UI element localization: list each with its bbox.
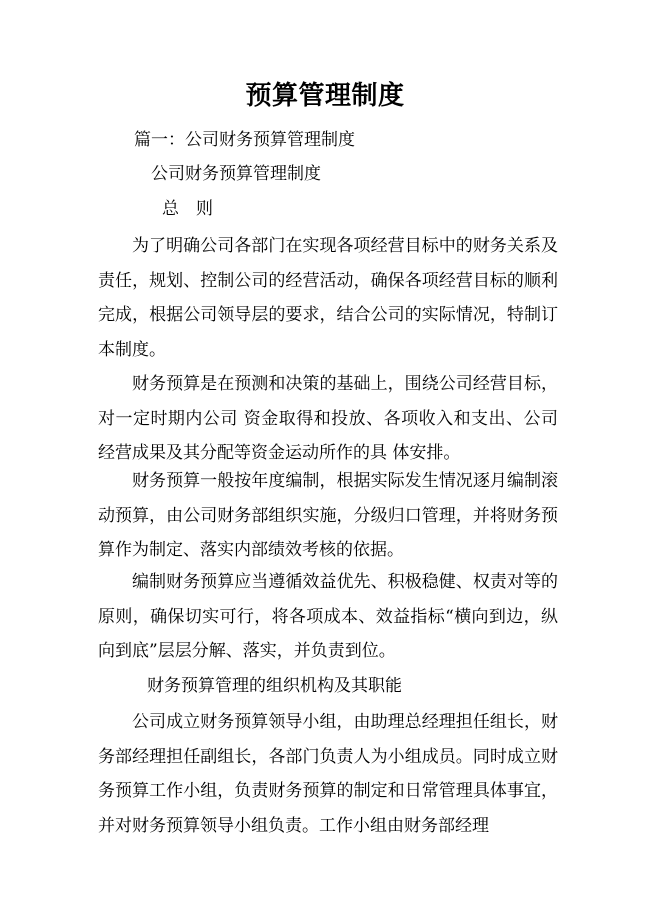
org-heading: 财务预算管理的组织机构及其职能: [147, 676, 402, 696]
document-title: 预算管理制度: [245, 81, 405, 111]
section-heading: 篇一：公司财务预算管理制度: [134, 130, 355, 150]
paragraph-budget-definition: 财务预算是在预测和决策的基础上，围绕公司经营目标，对一定时期内公司 资金取得和投放、各项收入和支出、公司经营成果及其分配等资金运动所作的具 体安排。: [98, 374, 558, 463]
paragraph-purpose: 为了明确公司各部门在实现各项经营目标中的财务关系及责任，规划、控制公司的经营活动，确保各项经营目标的顺利完成，根据公司领导层的要求，结合公司的实际情况，特制订本制度。: [98, 236, 558, 360]
general-heading: 总 则: [162, 199, 213, 219]
paragraph-budget-preparation: 财务预算一般按年度编制，根据实际发生情况逐月编制滚动预算，由公司财务部组织实施，分级归口管理，并将财务预算作为制定、落实内部绩效考核的依据。: [98, 471, 558, 560]
paragraph-budget-principles: 编制财务预算应当遵循效益优先、积极稳健、权责对等的原则，确保切实可行，将各项成本、效益指标“横向到边，纵向到底”层层分解、落实，并负责到位。: [98, 572, 558, 661]
paragraph-organization: 公司成立财务预算领导小组，由助理总经理担任组长，财务部经理担任副组长，各部门负责人为小组成员。同时成立财务预算工作小组，负责财务预算的制定和日常管理具体事宜，并对财务预算领导小组负责。工作小组由财务部经理: [98, 712, 558, 836]
sub-heading: 公司财务预算管理制度: [151, 164, 321, 184]
